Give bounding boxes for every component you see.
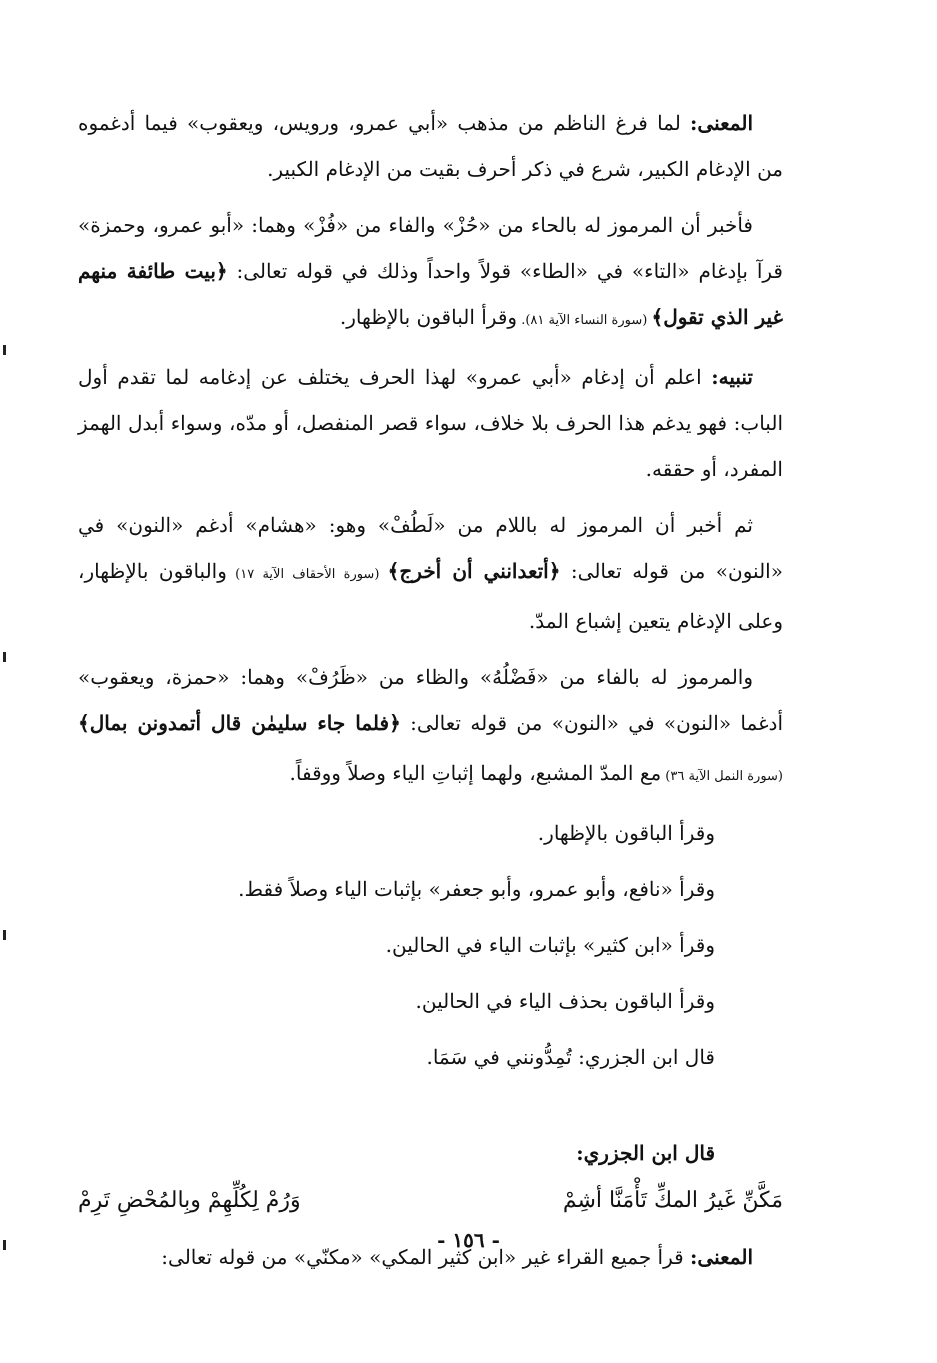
page-body — [78, 100, 783, 1290]
reading-line-1: وقرأ الباقون بالإظهار. — [537, 821, 715, 845]
paragraph-text: وقرأ الباقون بالإظهار. — [339, 305, 518, 329]
poem-verse — [78, 1176, 783, 1226]
scan-edge-mark — [3, 345, 6, 355]
surah-reference: (سورة الأحقاف الآية ١٧) — [226, 567, 388, 582]
verse-second-hemistich: وَرُمْ لِكُلِّهِمْ وبِالمُحْضِ تَرِمْ — [78, 1188, 301, 1213]
page-number: - ١٥٦ - — [437, 1228, 500, 1252]
quran-verse: ﴿بيت طائفة منهم غير الذي تقول﴾ — [78, 259, 783, 329]
paragraph-text: فأخبر أن المرموز له بالحاء من «حُزْ» والفاء من «فُزْ» وهما: «أبو عمرو، وحمزة» قرآ بإدغام «التاء» في «الطاء» قولاً واحداً وذلك في قوله تعالى: — [78, 213, 783, 283]
scan-edge-mark — [3, 1240, 6, 1250]
scan-edge-mark — [3, 930, 6, 940]
surah-reference: (سورة النمل الآية ٣٦) — [661, 769, 783, 784]
note-label: تنبيه: — [711, 365, 753, 389]
paragraph-text: والمرموز له بالفاء من «فَضْلُهُ» والظاء من «ظَرُفْ» وهما: «حمزة، ويعقوب» أدغما «النون» في «النون» من قوله تعالى: — [78, 665, 784, 735]
paragraph-text: قرأ جميع القراء غير «ابن كثير المكي» «مكنّي» من قوله تعالى: — [161, 1245, 691, 1269]
reading-line-3: وقرأ «ابن كثير» بإثبات الياء في الحالين. — [385, 933, 715, 957]
reading-line-5: قال ابن الجزري: تُمِدُّونني في سَمَا. — [426, 1045, 715, 1069]
paragraph-2 — [78, 202, 783, 344]
meaning-label: المعنى: — [690, 1245, 753, 1269]
paragraph-text: لما فرغ الناظم من مذهب «أبي عمرو، ورويس، ويعقوب» فيما أدغموه من الإدغام الكبير، شرع في ذكر أحرف بقيت من الإدغام الكبير. — [78, 111, 783, 181]
quran-verse: ﴿أتعدانني أن أخرج﴾ — [387, 559, 561, 583]
paragraph-text: اعلم أن إدغام «أبي عمرو» لهذا الحرف يختلف عن إدغامه لما تقدم أول الباب: فهو يدغم هذا الحرف بلا خلاف، سواء قصر المنفصل، أو مدّه، وسواء أبدل الهمز المفرد، أو حققه. — [78, 365, 783, 481]
section-heading: قال ابن الجزري: — [576, 1141, 715, 1165]
paragraph-text: والباقون بالإظهار، وعلى الإدغام يتعين إشباع المدّ. — [78, 559, 783, 633]
paragraph-1 — [78, 100, 783, 192]
scan-edge-mark — [3, 652, 6, 662]
quran-verse: ﴿فلما جاء سليمٰن قال أتمدونن بمال﴾ — [78, 711, 401, 735]
meaning-label: المعنى: — [690, 111, 753, 135]
surah-reference: (سورة النساء الآية ٨١). — [517, 313, 652, 328]
paragraph-text: ثم أخبر أن المرموز له باللام من «لَطُفْ» وهو: «هشام» أدغم «النون» في «النون» من قوله تعالى: — [78, 513, 783, 583]
paragraph-text: مع المدّ المشبع، ولهما إثباتِ الياء وصلاً ووقفاً. — [289, 761, 662, 785]
paragraph-3 — [78, 354, 783, 492]
reading-line-4: وقرأ الباقون بحذف الياء في الحالين. — [415, 989, 715, 1013]
paragraph-4 — [78, 502, 783, 644]
section-gap — [78, 1090, 783, 1130]
paragraph-5 — [78, 654, 783, 800]
verse-first-hemistich: مَكَّنِّ غَيرُ المكِّ تَأْمَنَّا أشِمْ — [562, 1188, 783, 1213]
reading-line-2: وقرأ «نافع، وأبو عمرو، وأبو جعفر» بإثبات الياء وصلاً فقط. — [238, 877, 715, 901]
